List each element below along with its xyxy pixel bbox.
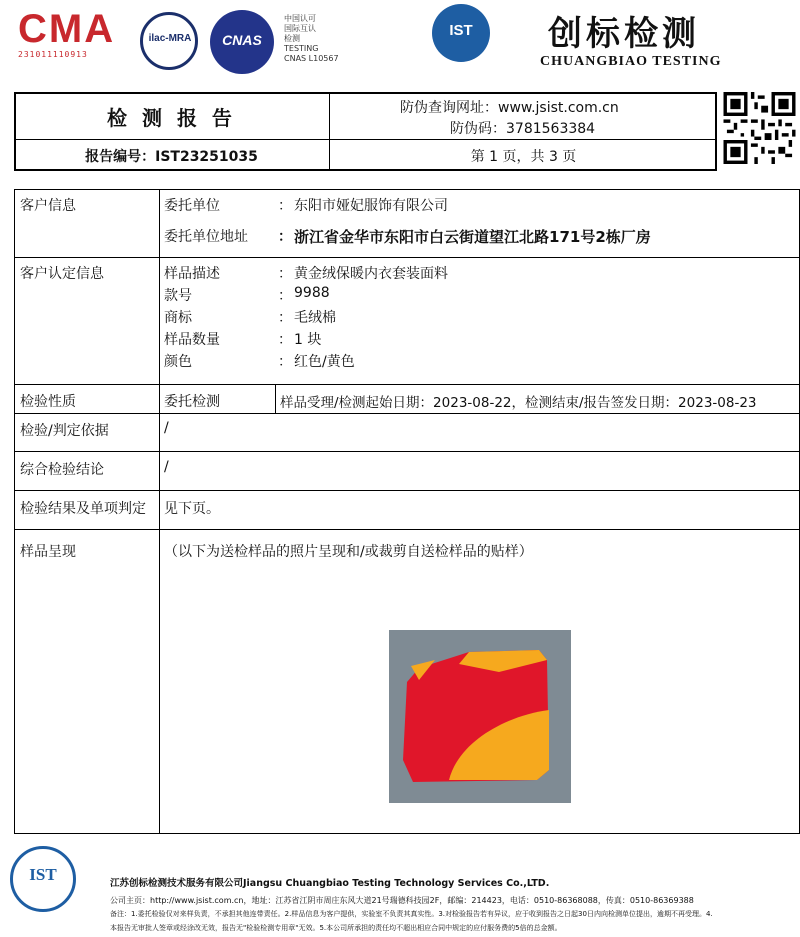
divider [14,529,800,530]
verify-code: 防伪码：3781563384 [450,121,596,137]
divider [275,384,276,413]
basis-value: / [164,420,169,436]
cnas-text-line: 检测 [284,34,300,43]
colon: ： [278,354,292,370]
qr-code[interactable] [723,92,796,164]
ist-seal [10,846,76,912]
divider [14,384,800,385]
cnas-text-line: CNAS L10567 [284,54,339,63]
divider [159,189,160,834]
color-label: 颜色 [164,354,192,370]
page-info: 第 1 页，共 3 页 [470,149,577,165]
cnas-text-line: 国际互认 [284,24,316,33]
brand-value: 毛绒棉 [294,310,336,326]
ist-logo-text: IST [449,22,473,39]
divider [14,451,800,452]
entrust-value: 东阳市娅妃服饰有限公司 [294,198,448,214]
brand-name-en: CHUANGBIAO TESTING [540,54,722,69]
ilac-logo-text: ilac-MRA [148,33,192,44]
quantity-value: 1 块 [294,332,322,348]
colon: ： [278,288,292,304]
colon: ： [278,332,292,348]
basis-label: 检验/判定依据 [20,423,109,439]
verify-url[interactable]: 防伪查询网址：www.jsist.com.cn [400,100,619,116]
entrust-label: 委托单位 [164,198,220,214]
brand-label: 商标 [164,310,192,326]
divider [14,490,800,491]
footer-contact: 公司主页：http://www.jsist.com.cn，地址：江苏省江阴市周庄东风大道21号瑞德科技园2F，邮编：214423，电话：0510-86368088，传真：0510-86369388 [110,896,694,905]
address-label: 委托单位地址 [164,229,248,245]
cnas-text-line: TESTING [284,44,319,53]
ilac-mra-logo [140,12,198,70]
colon: ： [278,229,292,245]
cnas-logo [210,10,274,74]
divider [14,257,800,258]
address-value: 浙江省金华市东阳市白云街道望江北路171号2栋厂房 [294,228,651,246]
cma-logo [18,8,130,60]
cnas-logo-text: CNAS [222,32,262,48]
cnas-text [284,14,339,64]
report-title: 检 测 报 告 [107,106,236,130]
inspection-dates: 样品受理/检测起始日期：2023-08-22，检测结束/报告签发日期：2023-08-23 [280,395,757,411]
footer-note-2: 本报告无审批人签章或经涂改无效，报告无"检验检测专用章"无效。5.本公司所承担的责任均不超出相应合同中规定的应付服务费的5倍的总金额。 [110,924,562,932]
sample-fabric-photo [389,630,571,803]
footer-company: 江苏创标检测技术服务有限公司Jiangsu Chuangbiao Testing Technology Services Co.,LTD. [110,878,550,889]
colon: ： [278,266,292,282]
sample-desc-value: 黄金绒保暖内衣套装面料 [294,266,448,282]
colon: ： [278,310,292,326]
color-value: 红色/黄色 [294,354,355,370]
photo-note: （以下为送检样品的照片呈现和/或裁剪自送检样品的贴样） [164,544,533,560]
divider [14,413,800,414]
sample-desc-label: 样品描述 [164,266,220,282]
sample-section-label: 客户认定信息 [20,266,104,282]
report-number: 报告编号：IST23251035 [85,149,258,165]
footer-note-1: 备注：1.委托检验仅对来样负责，不承担其他连带责任。2.样品信息为客户提供，实验室不负责其真实性。3.对检验报告若有异议，应于收到报告之日起30日内向检测单位提出，逾期不再受理。4. [110,910,713,918]
style-no-value: 9988 [294,285,330,301]
cma-number: 231011110913 [18,50,88,59]
result-label: 检验结果及单项判定 [20,501,146,517]
ist-logo [432,4,490,62]
divider [14,139,717,140]
conclusion-label: 综合检验结论 [20,462,104,478]
colon: ： [278,198,292,214]
quantity-label: 样品数量 [164,332,220,348]
cma-logo-text: CMA [18,7,116,51]
nature-label: 检验性质 [20,394,76,410]
result-value: 见下页。 [164,501,220,517]
nature-value: 委托检测 [164,394,220,410]
cnas-text-line: 中国认可 [284,14,316,23]
brand-name-cn: 创标检测 [548,14,700,54]
ist-seal-text: IST [29,865,57,884]
photo-section-label: 样品呈现 [20,544,76,560]
conclusion-value: / [164,459,169,475]
client-section-label: 客户信息 [20,198,76,214]
style-no-label: 款号 [164,288,192,304]
